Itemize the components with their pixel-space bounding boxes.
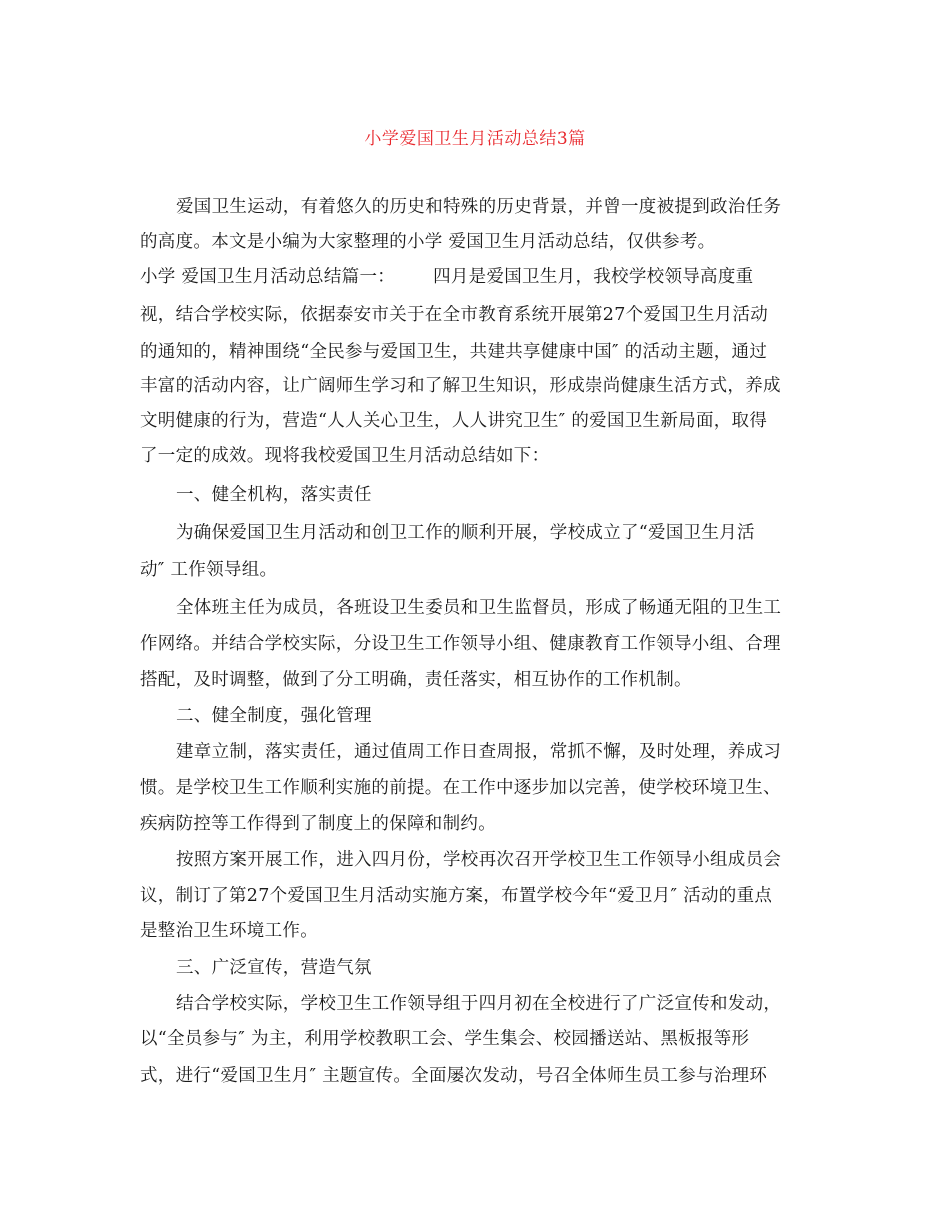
paragraph-line: 式，进行“爱国卫生月″ 主题宣传。全面屡次发动，号召全体师生员工参与治理环 [140,1066,768,1086]
paragraph-line: 疾病防控等工作得到了制度上的保障和制约。 [140,814,496,834]
paragraph-line: 爱国卫生运动，有着悠久的历史和特殊的历史背景，并曾一度被提到政治任务 [176,197,782,217]
paragraph-line: 以“全员参与″ 为主，利用学校教职工会、学生集会、校园播送站、黑板报等形 [140,1029,750,1049]
paragraph-line: 惯。是学校卫生工作顺利实施的前提。在工作中逐步加以完善，使学校环境卫生、 [140,778,781,798]
paragraph-line: 为确保爱国卫生月活动和创卫工作的顺利开展，学校成立了“爱国卫生月活 [176,523,755,543]
paragraph-line: 建章立制，落实责任，通过值周工作日查周报，常抓不懈，及时处理，养成习 [176,742,782,762]
section-heading-label: 小学 爱国卫生月活动总结篇一： [140,267,396,287]
paragraph-line: 结合学校实际，学校卫生工作领导组于四月初在全校进行了广泛宣传和发动， [176,994,782,1014]
paragraph-line: 文明健康的行为，营造“人人关心卫生，人人讲究卫生″ 的爱国卫生新局面，取得 [140,411,768,431]
section-heading: 二、健全制度，强化管理 [176,706,372,726]
paragraph-line: 的高度。本文是小编为大家整理的小学 爱国卫生月活动总结，仅供参考。 [140,232,716,252]
section-heading-line [140,267,753,287]
paragraph-line: 丰富的活动内容，让广阔师生学习和了解卫生知识，形成崇尚健康生活方式，养成 [140,376,781,396]
paragraph-line: 作网络。并结合学校实际，分设卫生工作领导小组、健康教育工作领导小组、合理 [140,634,781,654]
section-heading: 三、广泛宣传，营造气氛 [176,958,372,978]
paragraph-line: 动″ 工作领导组。 [140,560,278,580]
paragraph-line: 按照方案开展工作，进入四月份，学校再次召开学校卫生工作领导小组成员会 [176,850,782,870]
paragraph-line: 了一定的成效。现将我校爱国卫生月活动总结如下： [140,446,550,466]
document-title: 小学爱国卫生月活动总结3篇 [364,129,586,149]
paragraph-line: 全体班主任为成员，各班设卫生委员和卫生监督员，形成了畅通无阻的卫生工 [176,598,782,618]
paragraph-line: 搭配，及时调整，做到了分工明确，责任落实，相互协作的工作机制。 [140,670,692,690]
paragraph-text: 四月是爱国卫生月，我校学校领导高度重 [433,267,754,287]
section-heading: 一、健全机构，落实责任 [176,485,372,505]
paragraph-line: 议，制订了第27个爱国卫生月活动实施方案，布置学校今年“爱卫月″ 活动的重点 [140,886,773,906]
paragraph-line: 视，结合学校实际，依据泰安市关于在全市教育系统开展第27个爱国卫生月活动 [140,305,769,325]
paragraph-line: 的通知的，精神围绕“全民参与爱国卫生，共建共享健康中国″ 的活动主题，通过 [140,342,768,362]
paragraph-line: 是整治卫生环境工作。 [140,921,318,941]
